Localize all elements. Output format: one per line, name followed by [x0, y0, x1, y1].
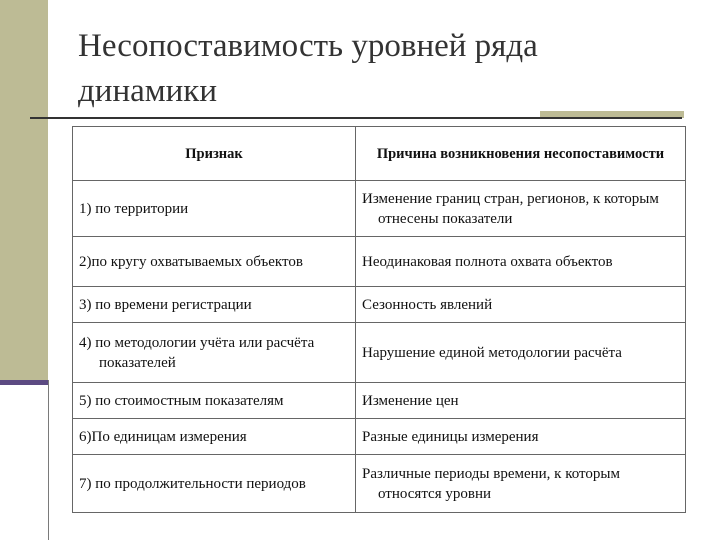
feature-text: 6)По единицам измерения [79, 428, 247, 445]
row-cause [356, 287, 686, 323]
cause-text: Разные единицы измерения [362, 428, 539, 445]
row-cause [356, 323, 686, 383]
table-header-row [73, 127, 686, 181]
decorative-sidebar [0, 0, 48, 380]
sidebar-accent [0, 380, 48, 385]
sidebar-divider [48, 380, 49, 540]
cause-text: Неодинаковая полнота охвата объектов [362, 253, 613, 270]
feature-text: 3) по времени регистрации [79, 296, 252, 313]
row-feature [73, 181, 356, 237]
title-rule [30, 117, 682, 119]
feature-text: 4) по методологии учёта или расчёта показателей [79, 334, 315, 371]
row-feature [73, 455, 356, 513]
row-cause [356, 237, 686, 287]
header-feature: Признак [73, 127, 356, 181]
feature-text: 5) по стоимостным показателям [79, 392, 284, 409]
slide-title: Несопоставимость уровней ряда динамики [78, 28, 538, 109]
table-row [73, 237, 686, 287]
row-cause [356, 455, 686, 513]
row-cause [356, 419, 686, 455]
row-feature [73, 419, 356, 455]
row-cause [356, 181, 686, 237]
cause-text: Различные периоды времени, к которым относятся уровни [362, 465, 620, 502]
row-feature [73, 383, 356, 419]
table-row [73, 383, 686, 419]
header-cause: Причина возникновения несопоставимости [356, 127, 686, 181]
cause-text: Сезонность явлений [362, 296, 493, 313]
cause-text: Нарушение единой методологии расчёта [362, 344, 622, 361]
table-row [73, 455, 686, 513]
row-feature [73, 323, 356, 383]
cause-text: Изменение цен [362, 392, 459, 409]
row-feature [73, 237, 356, 287]
table-row [73, 181, 686, 237]
row-cause [356, 383, 686, 419]
table-row [73, 419, 686, 455]
feature-text: 1) по территории [79, 200, 189, 217]
feature-text: 7) по продолжительности периодов [79, 475, 306, 492]
row-feature [73, 287, 356, 323]
feature-text: 2)по кругу охватываемых объектов [79, 253, 303, 270]
comparison-table [72, 126, 686, 513]
table-row [73, 287, 686, 323]
table-row [73, 323, 686, 383]
cause-text: Изменение границ стран, регионов, к которым отнесены показатели [362, 190, 659, 227]
